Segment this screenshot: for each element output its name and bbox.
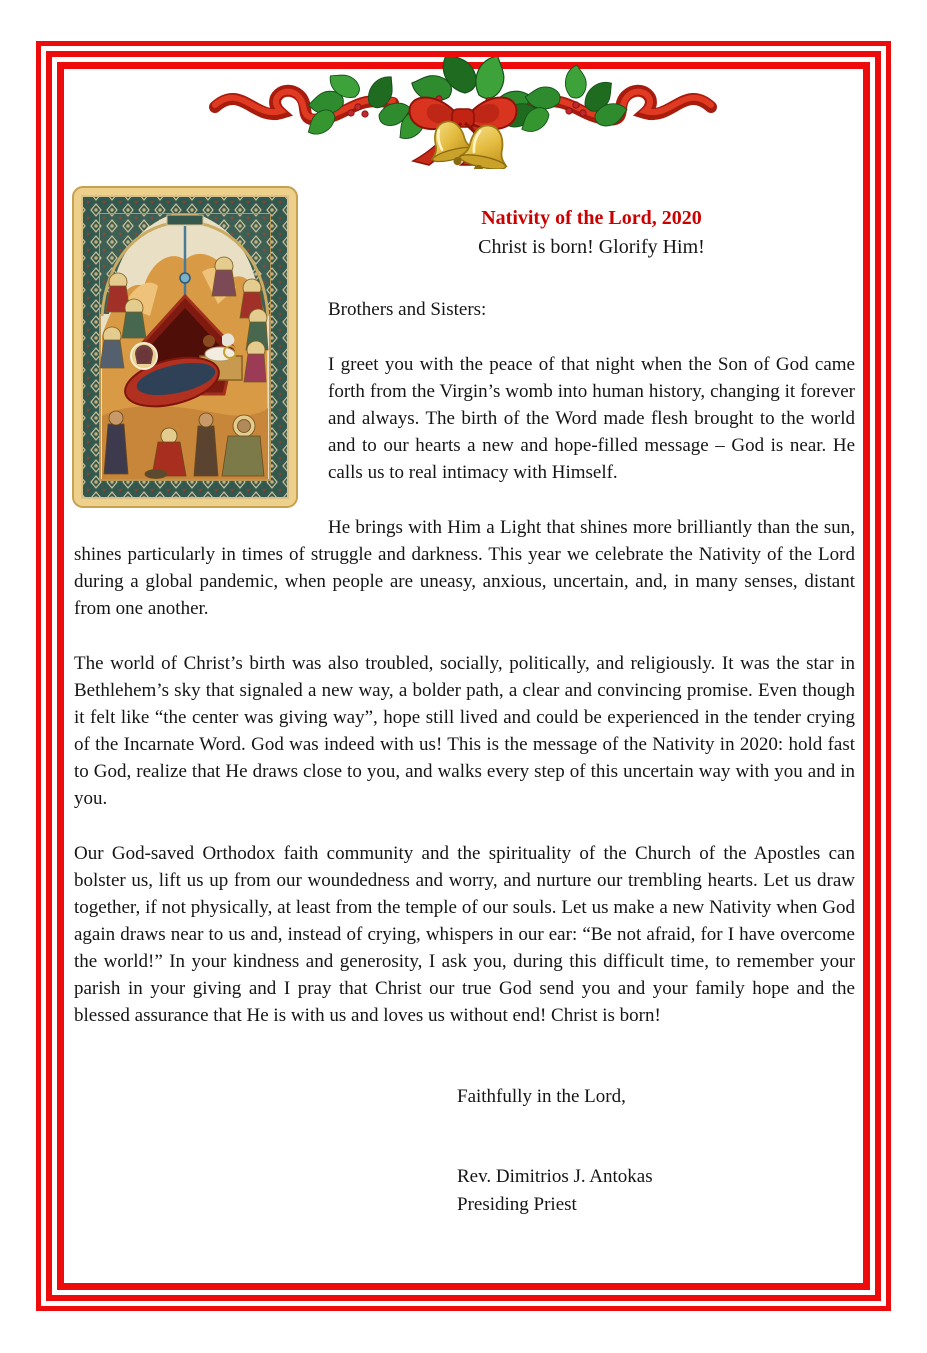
page-border (36, 41, 891, 1311)
signature-title: Presiding Priest (457, 1194, 577, 1215)
letter-title: Nativity of the Lord, 2020 (481, 207, 702, 229)
closing-line: Faithfully in the Lord, (457, 1086, 626, 1107)
letter-paragraph-2: He brings with Him a Light that shines more brilliantly than the sun, shines particularly in times of struggle and darkness. This year we celebrate the Nativity of the Lord during a global pandemic, when people are uneasy, anxious, uncertain, and, in many senses, distant from one another. (74, 517, 855, 619)
page-border-middle (46, 51, 881, 1301)
letter-paragraph-1: I greet you with the peace of that night when the Son of God came forth from the Virgin’s womb into human history, changing it forever and always. The birth of the Word made flesh brought to the world and to our hearts a new and hope-filled message – God is near. He calls us to real intimacy with Himself. (328, 354, 855, 483)
letter-paragraph-4: Our God-saved Orthodox faith community and the spirituality of the Church of the Apostles can bolster us, lift us up from our woundedness and worry, and nurture our trembling hearts. Let us draw together, if not physically, at least from the temple of our souls. Let us make a new Nativity when God again draws near to us and, instead of crying, whispers in our ear: “Be not afraid, for I have overcome the world!” In your kindness and generosity, I ask you, during this difficult time, to remember your parish in your giving and I pray that Christ our true God send you and your family hope and the blessed assurance that He is with us and loves us without end! Christ is born! (74, 843, 855, 1026)
nativity-icon-image (72, 186, 298, 508)
letter-paragraph-3: The world of Christ’s birth was also troubled, socially, politically, and religiously. It was the star in Bethlehem’s sky that signaled a new way, a bolder path, a clear and convincing promise. Even though it felt like “the center was giving way”, hope still lived and could be experienced in the tender crying of the Incarnate Word. God was indeed with us! This is the message of the Nativity in 2020: hold fast to God, realize that He draws close to you, and walks every step of this uncertain way with you and in you. (74, 653, 855, 809)
signature-block (457, 1163, 855, 1219)
salutation: Brothers and Sisters: (328, 299, 487, 320)
signature-name: Rev. Dimitrios J. Antokas (457, 1166, 653, 1187)
letter-subtitle: Christ is born! Glorify Him! (478, 236, 705, 258)
page-content (57, 62, 870, 1290)
